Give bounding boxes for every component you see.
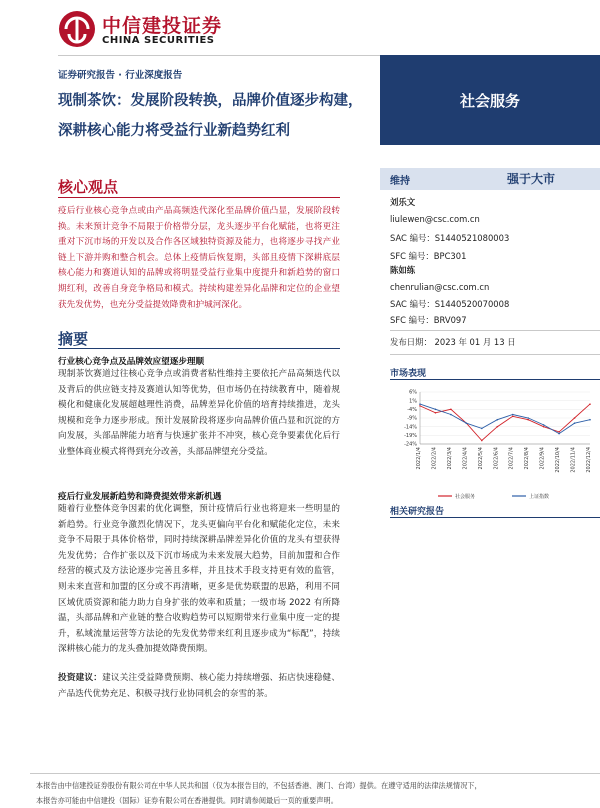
abstract-subheading-1: 行业核心竞争点及品牌效应望逐步理顺 [58, 357, 205, 367]
analyst-1-name: 刘乐文 [390, 197, 416, 207]
chart-y-tick-label: -9% [407, 415, 417, 422]
chart-data-point [527, 419, 529, 421]
chart-x-tick-label: 2022/10/4 [555, 447, 562, 473]
chart-data-point [481, 428, 483, 430]
chart-x-tick-label: 2022/11/4 [570, 447, 577, 473]
related-research-title: 相关研究报告 [390, 507, 445, 517]
chart-x-tick-label: 2022/9/4 [539, 447, 546, 470]
chart-data-point [450, 409, 452, 411]
chart-series-line [420, 404, 590, 434]
rating-value: 强于大市 [507, 172, 556, 186]
chart-data-point [574, 417, 576, 419]
chart-data-point [481, 440, 483, 442]
footer-disclaimer [36, 778, 596, 808]
chart-legend-label: 社会服务 [455, 493, 476, 500]
chart-data-point [496, 419, 498, 421]
analyst-1-sac: SAC 编号：S1440521080003 [390, 233, 510, 243]
report-title: 现制茶饮：发展阶段转换，品牌价值逐步构建，深耕核心能力将受益行业新趋势红利 [58, 93, 363, 139]
chart-data-point [543, 426, 545, 428]
chart-x-tick-label: 2022/12/4 [586, 447, 592, 473]
analyst-1-sfc: SFC 编号：BPC301 [390, 251, 467, 261]
market-performance-title: 市场表现 [390, 369, 427, 379]
chart-y-tick-label: -19% [404, 433, 417, 440]
chart-data-point [574, 422, 576, 424]
abstract-subheading-2: 疫后行业发展新趋势和降费提效带来新机遇 [58, 492, 222, 502]
chart-data-point [512, 415, 514, 417]
abstract-heading: 摘要 [58, 330, 89, 348]
company-logo [58, 8, 258, 52]
chart-y-tick-label: 1% [409, 398, 417, 405]
chart-y-tick-label: -14% [404, 424, 417, 431]
chart-data-point [419, 405, 421, 407]
analyst-2-name: 陈如练 [390, 265, 416, 275]
chart-data-point [466, 422, 468, 424]
chart-legend-label: 上证指数 [529, 493, 550, 500]
chart-y-tick-label: -24% [404, 441, 417, 448]
related-research-divider [390, 517, 600, 518]
publish-date: 发布日期： 2023 年 01 月 13 日 [390, 337, 516, 347]
chart-x-tick-label: 2022/1/4 [416, 447, 422, 470]
chart-data-point [512, 414, 514, 416]
chart-data-point [527, 417, 529, 419]
footer-line-2: 本报告亦可能由中信建投（国际）证券有限公司在香港提供。同时请参阅最后一页的重要声明。 [36, 796, 338, 805]
chart-x-tick-label: 2022/8/4 [524, 447, 531, 470]
report-type: 证券研究报告 · 行业深度报告 [58, 70, 183, 81]
logo-english-name: CHINA SECURITIES [102, 35, 215, 46]
chart-series-line [420, 404, 590, 440]
analyst-1-email[interactable]: liulewen@csc.com.cn [390, 214, 480, 224]
market-performance-chart [390, 384, 600, 504]
chart-y-tick-label: 6% [409, 389, 417, 396]
chart-x-tick-label: 2022/3/4 [446, 447, 453, 470]
analyst-2-sfc: SFC 编号：BRV097 [390, 315, 467, 325]
chart-x-tick-label: 2022/5/4 [477, 447, 484, 470]
chart-data-point [450, 414, 452, 416]
investment-advice-label: 投资建议： [58, 673, 103, 683]
chart-data-point [435, 412, 437, 414]
logo-chinese-name: 中信建投证券 [102, 15, 223, 37]
chart-y-tick-label: -4% [407, 407, 417, 414]
abstract-paragraph-2: 随着行业整体竞争因素的优化调整，预计疫情后行业也将迎来一些明显的新趋势。行业竞争激烈化情况下，龙头更偏向平台化和赋能化定位，未来竞争不局限于具体价格带，同时持续深耕品牌差异化价值的龙头有望获得先发优势；合作扩张以及下沉市场成为未来发展大趋势，目前加盟和合作经营的模式及方法论逐步完善且多样，并且技术手段支持更有效的监管，则未来直营和加盟的区分或不再清晰，更多是优势联盟的思路，利用不同区域优质资源和能力助力自身扩张的效率和质量；一级市场 2022 有所降温，头部品牌和产业链的整合收购趋势可以短期带来行业集中度一定的提升，私域流量运营等方法论的先发优势带来红利且逐步成为“标配”，持续深耕核心能力的龙头叠加提效降费预期。 [58, 504, 340, 655]
chart-data-point [435, 409, 437, 411]
chart-x-tick-label: 2022/7/4 [508, 447, 515, 470]
chart-data-point [589, 403, 591, 405]
chart-data-point [496, 426, 498, 428]
chart-data-point [589, 419, 591, 421]
header-divider [58, 55, 380, 56]
chart-x-tick-label: 2022/6/4 [493, 447, 500, 470]
sidebar-divider [390, 354, 600, 355]
sidebar-divider [390, 330, 600, 331]
sector-banner: 社会服务 [380, 55, 600, 145]
chart-x-tick-label: 2022/4/4 [462, 447, 469, 470]
core-view-text: 疫后行业核心竞争点或由产品高频迭代深化至品牌价值凸显，发展阶段转换。未来预计竞争不局限于价格带分层，龙头逐步平台化赋能，也将更注重对下沉市场的开发以及合作各区域独特资源及能力，也将逐步寻找产业链上下游并购和整合机会。总体上疫情后恢复期，头部且疫情下深耕底层核心能力和赛道认知的品牌或将明显受益行业集中度提升和新趋势的窗口期红利，改善自身竞争格局和模式。持续构建差异化品牌和定位的企业望获先发优势，也充分受益提效降费和护城河深化。 [58, 206, 340, 310]
market-performance-divider [390, 379, 600, 380]
core-view-divider [58, 197, 340, 198]
abstract-paragraph-1: 现制茶饮赛道过往核心竞争点或消费者粘性维持主要依托产品高频迭代以及背后的供应链支持及赛道认知等优势，但市场仍在持续教育中，随着规模化和健康化发展超越理性消费，品牌差异化价值的培育持续推进，龙头规模和竞争力逐步形成。预计发展阶段将逐步向品牌价值凸显和沉淀的方向发展，头部品牌能力培育与快速扩张并不冲突，核心竞争要素优化后行业整体商业模式将得到充分改善，头部品牌望充分受益。 [58, 369, 340, 457]
chart-data-point [543, 424, 545, 426]
analyst-2-email[interactable]: chenrulian@csc.com.cn [390, 282, 490, 292]
chart-data-point [558, 431, 560, 433]
investment-advice-text: 建议关注受益降费预期、核心能力持续增强、拓店快速稳健、产品迭代优势充足、积极寻找行业协同机会的奈雪的茶。 [58, 673, 340, 699]
core-view-heading: 核心观点 [58, 178, 119, 196]
abstract-divider [58, 348, 340, 349]
analyst-2-sac: SAC 编号：S1440520070008 [390, 299, 510, 309]
chart-data-point [419, 403, 421, 405]
footer-line-1: 本报告由中信建投证券股份有限公司在中华人民共和国（仅为本报告目的，不包括香港、澳门、台湾）提供。在遵守适用的法律法规情况下， [36, 781, 482, 790]
rating-label: 维持 [390, 176, 410, 187]
logo-mark-icon [58, 10, 96, 48]
rating-bar [380, 168, 600, 190]
chart-x-tick-label: 2022/2/4 [431, 447, 438, 470]
investment-advice [58, 671, 340, 702]
chart-data-point [558, 433, 560, 435]
footer-divider [30, 773, 600, 774]
